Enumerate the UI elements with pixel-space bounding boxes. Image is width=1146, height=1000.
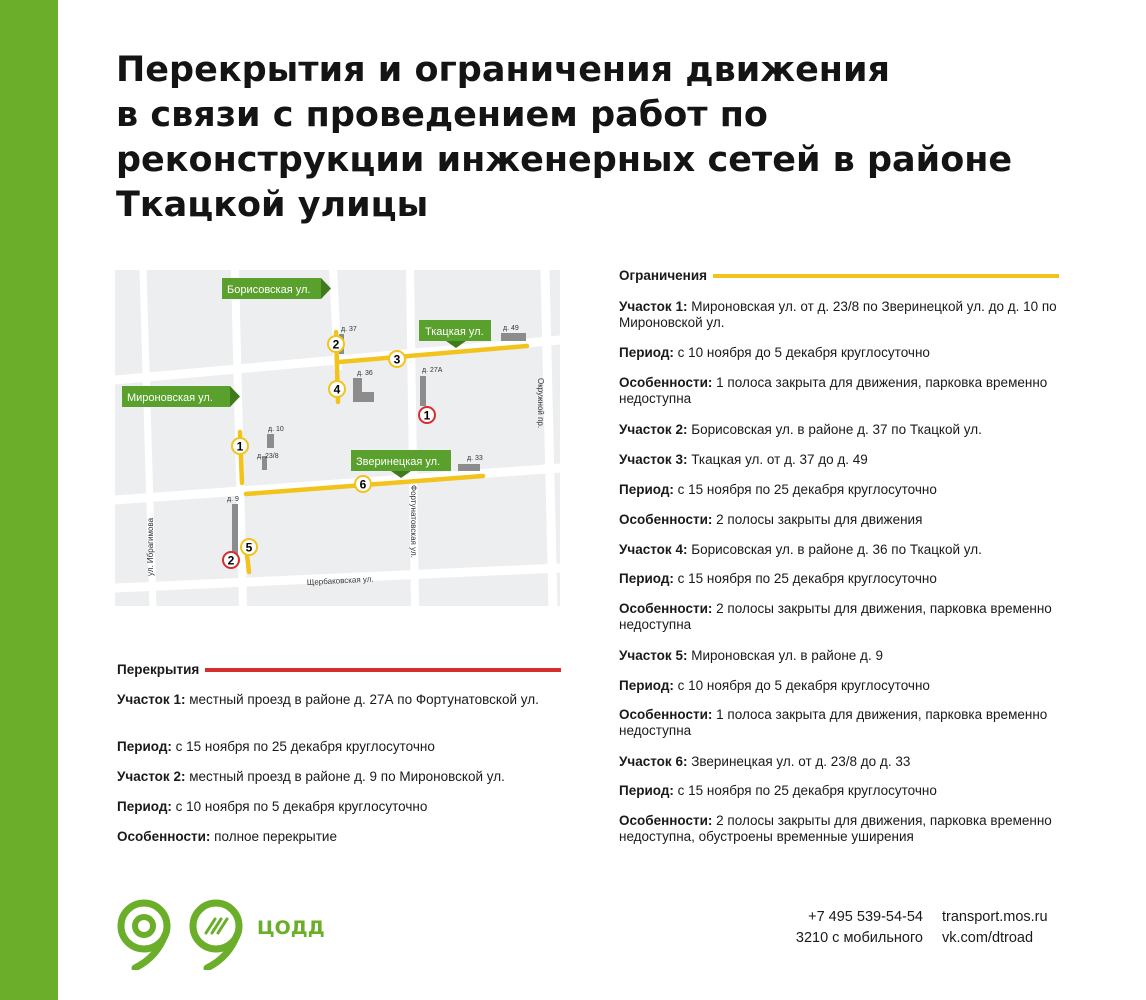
title-line-4: Ткацкой улицы	[116, 185, 429, 225]
restriction-entry: Участок 4: Борисовская ул. в районе д. 36 по Ткацкой ул.	[619, 542, 982, 557]
restriction-entry: Период: с 10 ноября до 5 декабря круглосуточно	[619, 345, 930, 360]
restriction-entry: Период: с 15 ноября по 25 декабря круглосуточно	[619, 783, 937, 798]
building-label: д. 33	[467, 455, 483, 462]
restriction-entry: Участок 3: Ткацкая ул. от д. 37 до д. 49	[619, 452, 868, 467]
closure-entry: Период: с 10 ноября по 5 декабря круглосуточно	[117, 799, 428, 814]
restriction-entry: Особенности: 2 полосы закрыты для движения	[619, 512, 923, 527]
restriction-marker-4	[329, 381, 345, 397]
restriction-entry: Участок 1: Мироновская ул. от д. 23/8 по Зверинецкой ул. до д. 10 по Мироновской ул.	[619, 299, 1057, 330]
svg-text:Борисовская ул.: Борисовская ул.	[227, 284, 311, 296]
building-label: д. 37	[341, 326, 357, 333]
closure-marker-1	[419, 407, 435, 423]
svg-text:6: 6	[359, 477, 367, 492]
phone-number: +7 495 539-54-54	[808, 909, 923, 925]
svg-text:3: 3	[393, 352, 401, 367]
restriction-entry: Участок 5: Мироновская ул. в районе д. 9	[619, 648, 883, 663]
closure-entry: Особенности: полное перекрытие	[117, 829, 337, 844]
closure-entry: Участок 2: местный проезд в районе д. 9 по Мироновской ул.	[117, 769, 505, 784]
svg-text:1: 1	[236, 439, 244, 454]
closures-heading-label: Перекрытия	[117, 662, 200, 677]
restriction-marker-1	[232, 438, 248, 454]
restriction-entry: Особенности: 1 полоса закрыта для движения, парковка временно недоступна	[619, 707, 1048, 738]
building-label: д. 36	[357, 370, 373, 377]
website-link[interactable]: transport.mos.ru	[942, 909, 1048, 925]
closure-entry: Участок 1: местный проезд в районе д. 27А по Фортунатовской ул.	[117, 692, 539, 707]
restriction-entry: Участок 6: Зверинецкая ул. от д. 23/8 до д. 33	[619, 754, 911, 769]
restriction-entry: Период: с 15 ноября по 25 декабря круглосуточно	[619, 482, 937, 497]
closures-heading	[117, 662, 561, 677]
restriction-entry: Участок 2: Борисовская ул. в районе д. 37 по Ткацкой ул.	[619, 422, 982, 437]
restriction-marker-6	[355, 476, 371, 492]
contact-links	[942, 907, 1092, 949]
restriction-entry: Особенности: 2 полосы закрыты для движения, парковка временно недоступна, обустроены временные уширения	[619, 813, 1052, 844]
svg-text:2: 2	[332, 337, 340, 352]
building-label: д. 23/8	[257, 453, 279, 460]
title-line-2: в связи с проведением работ по	[116, 95, 768, 135]
restrictions-heading	[619, 268, 1059, 283]
mobile-short-number: 3210 с мобильного	[795, 930, 923, 946]
closure-entry: Период: с 15 ноября по 25 декабря круглосуточно	[117, 739, 435, 754]
street-label-okruzhnoy: Окружной пр.	[536, 378, 545, 429]
building-label: д. 10	[268, 426, 284, 433]
street-label-ibragimova: ул. Ибрагимова	[146, 517, 155, 576]
svg-text:1: 1	[423, 408, 431, 423]
closures-heading-rule	[205, 668, 561, 672]
codd-logo-icon	[185, 895, 247, 970]
svg-text:5: 5	[245, 540, 253, 555]
svg-text:2: 2	[227, 553, 235, 568]
building-label: д. 9	[227, 496, 239, 503]
svg-text:Мироновская ул.: Мироновская ул.	[127, 392, 213, 404]
svg-text:Ткацкая ул.: Ткацкая ул.	[425, 326, 484, 338]
closure-marker-2	[223, 552, 239, 568]
street-flag-mironovskaya	[122, 386, 240, 407]
street-label-fortunatovskaya: Фортунатовская ул.	[409, 485, 418, 558]
road-network	[115, 270, 560, 606]
street-flag-borisovskaya	[222, 278, 331, 299]
restriction-marker-3	[389, 351, 405, 367]
codd-logo-text: ЦОДД	[257, 917, 325, 939]
building-label: д. 27А	[422, 367, 443, 374]
restrictions-heading-label: Ограничения	[619, 268, 708, 283]
building-label: д. 49	[503, 325, 519, 332]
moscow-transport-logo-icon	[113, 895, 175, 970]
street-map	[115, 270, 560, 606]
vk-link[interactable]: vk.com/dtroad	[942, 930, 1034, 946]
brand-side-bar	[0, 0, 58, 1000]
restriction-marker-2	[328, 336, 344, 352]
page-title	[116, 48, 1076, 228]
restriction-entry: Особенности: 2 полосы закрыты для движения, парковка временно недоступна	[619, 601, 1052, 632]
restriction-entry: Период: с 10 ноября до 5 декабря круглосуточно	[619, 678, 930, 693]
restrictions-heading-rule	[713, 274, 1059, 278]
restriction-entry: Особенности: 1 полоса закрыта для движения, парковка временно недоступна	[619, 375, 1048, 406]
title-line-1: Перекрытия и ограничения движения	[116, 50, 890, 90]
svg-text:4: 4	[333, 382, 341, 397]
svg-text:Зверинецкая ул.: Зверинецкая ул.	[356, 456, 441, 468]
contact-phones	[773, 907, 923, 949]
restriction-marker-5	[241, 539, 257, 555]
restriction-entry: Период: с 15 ноября по 25 декабря круглосуточно	[619, 571, 937, 586]
title-line-3: реконструкции инженерных сетей в районе	[116, 140, 1013, 180]
street-label-shcherbakovskaya: Щербаковская ул.	[306, 574, 374, 587]
